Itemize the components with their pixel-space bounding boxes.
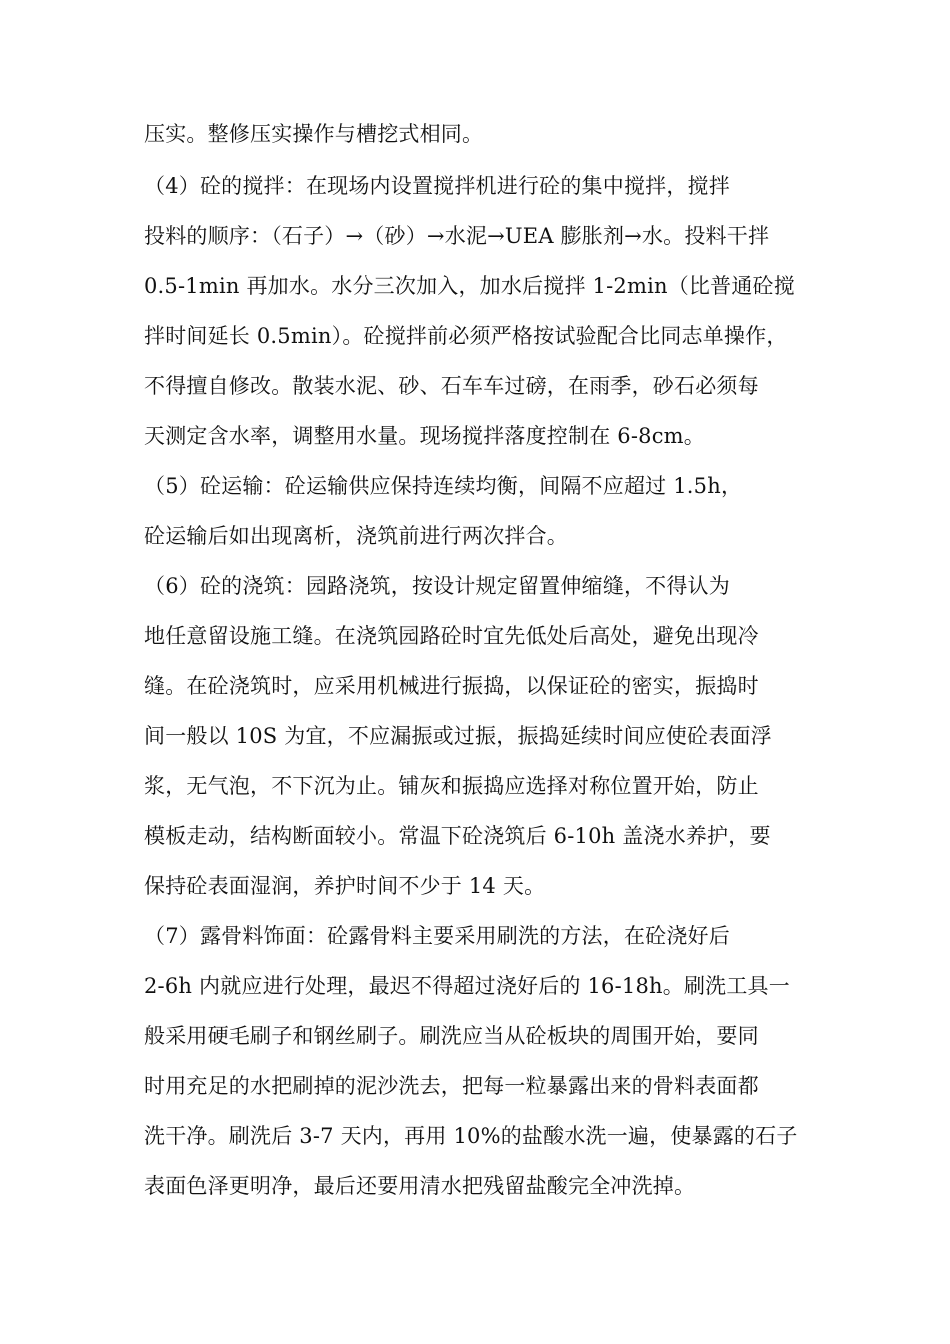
text-line: 间一般以 10S 为宜，不应漏振或过振，振捣延续时间应使砼表面浮: [144, 724, 772, 748]
text-line: 压实。整修压实操作与槽挖式相同。: [144, 122, 484, 146]
text-line: 缝。在砼浇筑时，应采用机械进行振捣，以保证砼的密实，振捣时: [144, 674, 759, 698]
text-line: （4）砼的搅拌：在现场内设置搅拌机进行砼的集中搅拌，搅拌: [144, 174, 730, 198]
text-line: 投料的顺序：（石子）→（砂）→水泥→UEA 膨胀剂→水。投料干拌: [144, 224, 770, 248]
text-line: 天测定含水率，调整用水量。现场搅拌落度控制在 6-8cm。: [144, 424, 705, 448]
text-line: 保持砼表面湿润，养护时间不少于 14 天。: [144, 874, 546, 898]
text-line: （7）露骨料饰面：砼露骨料主要采用刷洗的方法，在砼浇好后: [144, 924, 730, 948]
text-line: 拌时间延长 0.5min）。砼搅拌前必须严格按试验配合比同志单操作，: [144, 324, 788, 348]
text-line: 模板走动，结构断面较小。常温下砼浇筑后 6-10h 盖浇水养护，要: [144, 824, 771, 848]
text-line: 般采用硬毛刷子和钢丝刷子。刷洗应当从砼板块的周围开始，要同: [144, 1024, 759, 1048]
text-line: 洗干净。刷洗后 3-7 天内，再用 10%的盐酸水洗一遍，使暴露的石子: [144, 1124, 798, 1148]
text-line: 地任意留设施工缝。在浇筑园路砼时宜先低处后高处，避免出现冷: [144, 624, 759, 648]
text-line: 不得擅自修改。散装水泥、砂、石车车过磅，在雨季，砂石必须每: [144, 374, 759, 398]
text-line: 0.5-1min 再加水。水分三次加入，加水后搅拌 1-2min（比普通砼搅: [144, 274, 795, 298]
text-line: 表面色泽更明净，最后还要用清水把残留盐酸完全冲洗掉。: [144, 1174, 696, 1198]
text-line: 砼运输后如出现离析，浇筑前进行两次拌合。: [144, 524, 568, 548]
text-line: （5）砼运输：砼运输供应保持连续均衡，间隔不应超过 1.5h，: [144, 474, 743, 498]
text-line: 浆，无气泡，不下沉为止。铺灰和振捣应选择对称位置开始，防止: [144, 774, 759, 798]
text-line: （6）砼的浇筑：园路浇筑，按设计规定留置伸缩缝，不得认为: [144, 574, 730, 598]
text-line: 2-6h 内就应进行处理，最迟不得超过浇好后的 16-18h。刷洗工具一: [144, 974, 790, 998]
text-line: 时用充足的水把刷掉的泥沙洗去，把每一粒暴露出来的骨料表面都: [144, 1074, 759, 1098]
